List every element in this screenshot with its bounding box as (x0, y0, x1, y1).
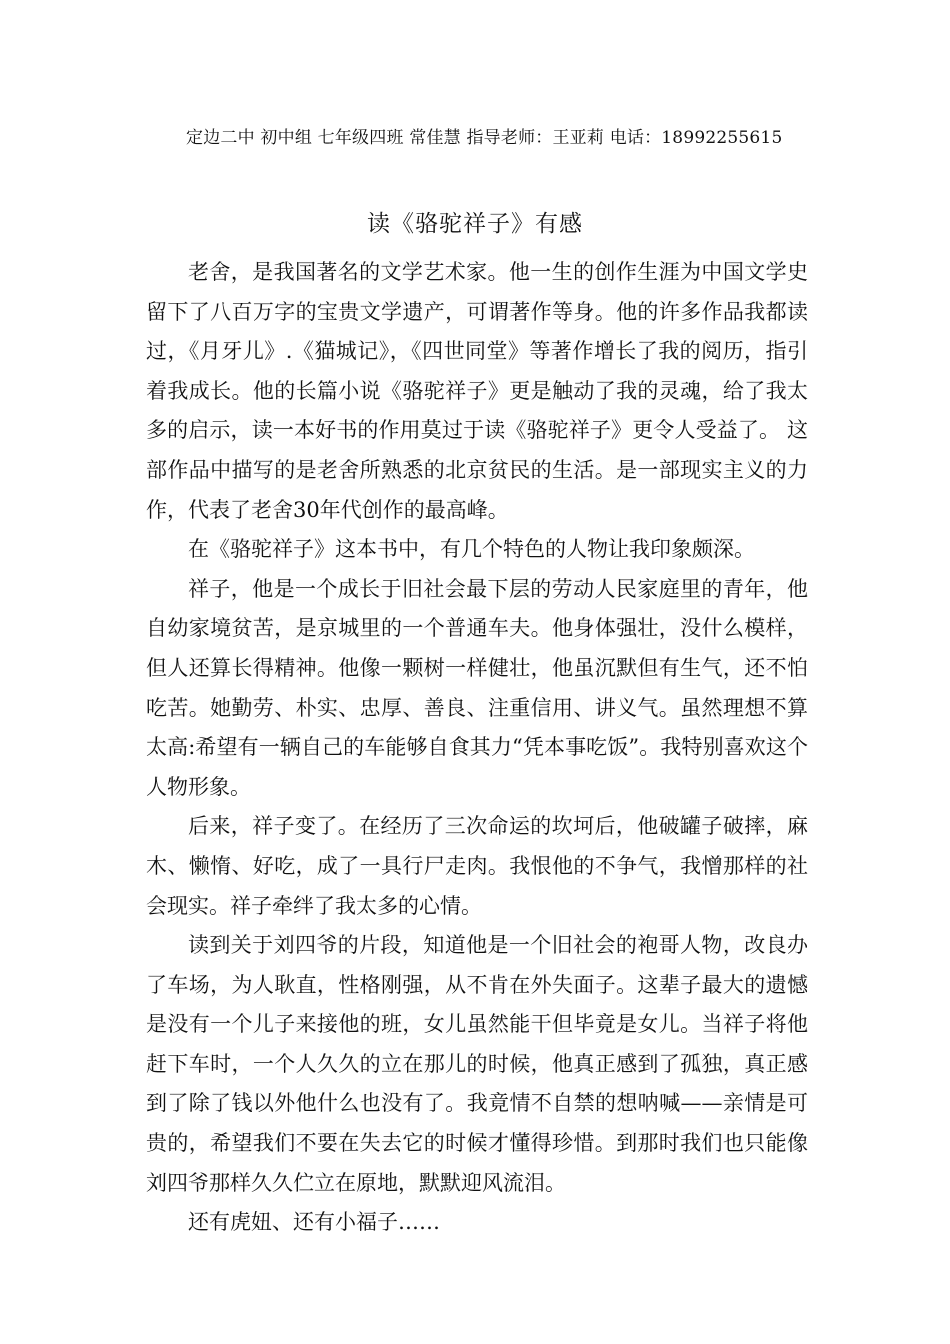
competition-group: 初中组 (260, 128, 313, 148)
class-name: 七年级四班 (317, 128, 404, 148)
paragraph-liusiye: 读到关于刘四爷的片段，知道他是一个旧社会的袍哥人物，改良办了车场，为人耿直，性格刚强，从不肯在外失面子。这辈子最大的遗憾是没有一个儿子来接他的班，女儿虽然能干但毕竟是女儿。当祥子将他赶下车时，一个人久久的立在那儿的时候，他真正感到了孤独，真正感到了除了钱以外他什么也没有了。我竟情不自禁的想呐喊——亲情是可贵的，希望我们不要在失去它的时候才懂得珍惜。到那时我们也只能像刘四爷那样久久伫立在原地，默默迎风流泪。 (146, 933, 808, 1195)
teacher-name: 指导老师：王亚莉 (466, 128, 605, 148)
paragraph-intro: 老舍，是我国著名的文学艺术家。他一生的创作生涯为中国文学史留下了八百万字的宝贵文学遗产，可谓著作等身。他的许多作品我都读过，《月牙儿》.《猫城记》，《四世同堂》等著作增长了我的阅历，指引着我成长。他的长篇小说《骆驼祥子》更是触动了我的灵魂，给了我太多的启示，读一本好书的作用莫过于读《骆驼祥子》更令人受益了。 这部作品中描写的是老舍所熟悉的北京贫民的生活。是一部现实主义的力作，代表了老舍30年代创作的最高峰。 (146, 260, 808, 522)
essay-body (146, 253, 808, 1243)
paragraph-others: 还有虎妞、还有小福子…… (188, 1210, 440, 1235)
phone-number: 电话：18992255615 (609, 128, 783, 148)
author-info-line (186, 124, 886, 152)
essay-title: 读《骆驼祥子》有感 (367, 211, 583, 237)
paragraph-xiangzi: 祥子，他是一个成长于旧社会最下层的劳动人民家庭里的青年，他自幼家境贫苦，是京城里的一个普通车夫。他身体强壮，没什么模样，但人还算长得精神。他像一颗树一样健壮，他虽沉默但有生气，还不怕吃苦。她勤劳、朴实、忠厚、善良、注重信用、讲义气。虽然理想不算太高:希望有一辆自己的车能够自食其力“凭本事吃饭”。我特别喜欢这个人物形象。 (146, 576, 808, 799)
paragraph-xiangzi-change: 后来，祥子变了。在经历了三次命运的坎坷后，他破罐子破摔，麻木、懒惰、好吃，成了一具行尸走肉。我恨他的不争气，我憎那样的社会现实。祥子牵绊了我太多的心情。 (146, 814, 808, 918)
school-name: 定边二中 (186, 128, 255, 148)
student-name: 常佳慧 (409, 128, 461, 148)
paragraph-characters: 在《骆驼祥子》这本书中，有几个特色的人物让我印象颇深。 (188, 537, 755, 562)
